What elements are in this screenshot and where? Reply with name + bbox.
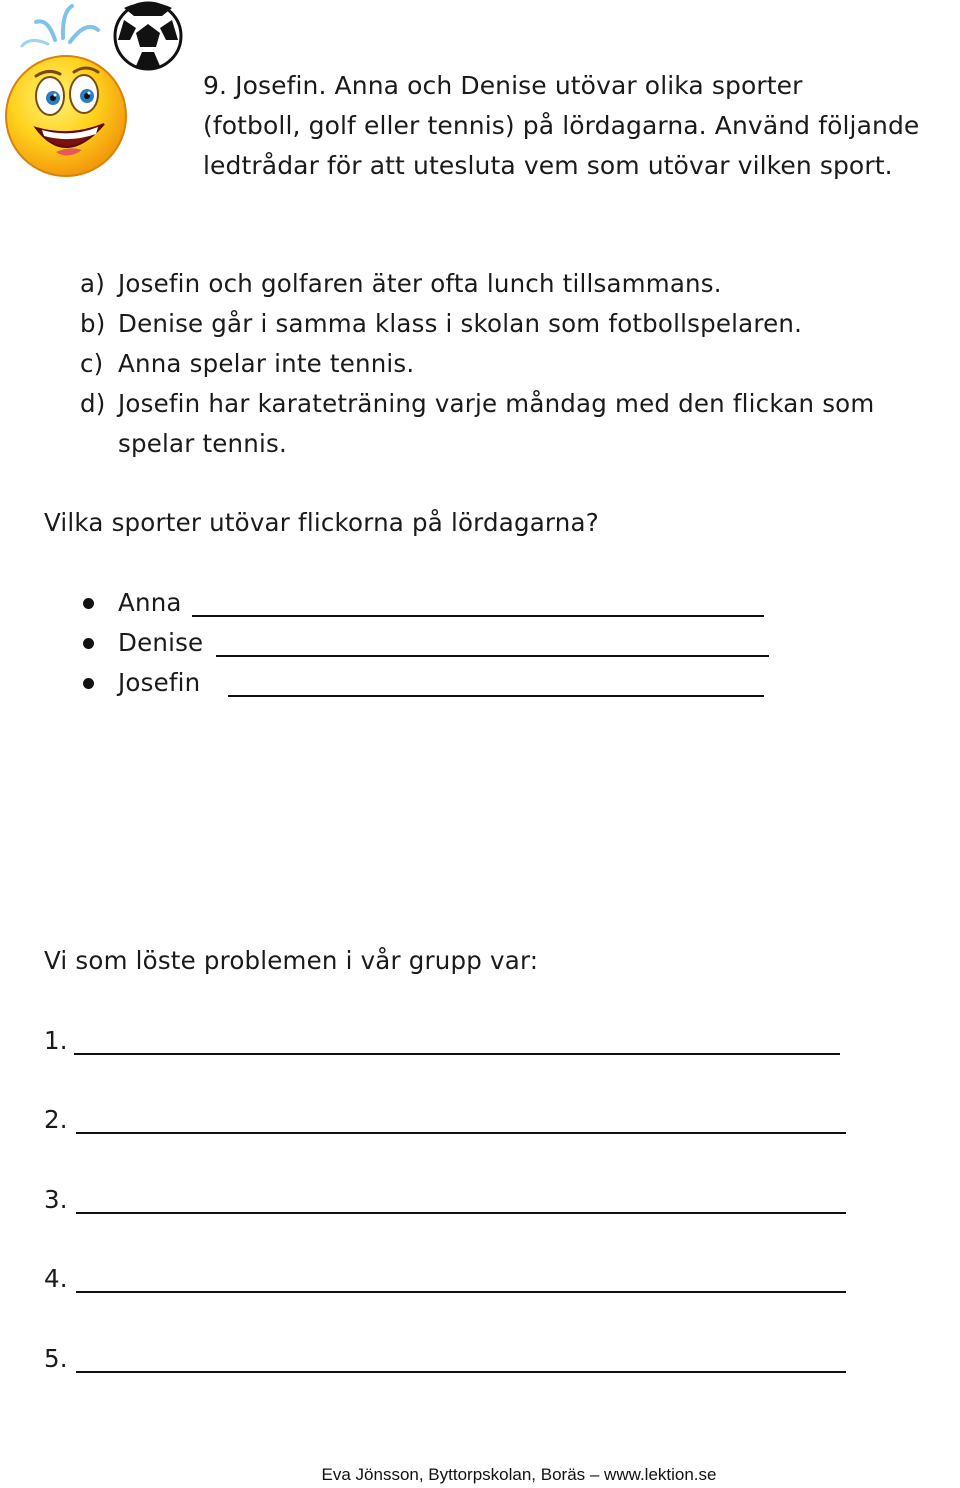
- clue-text: Josefin och golfaren äter ofta lunch tillsammans.: [118, 269, 722, 298]
- bullet-icon: [83, 678, 94, 689]
- member-number: 5.: [44, 1344, 68, 1373]
- clue-text: Josefin har karateträning varje måndag med den flickan som: [118, 389, 875, 418]
- bullet-icon: [83, 598, 94, 609]
- answer-list: [80, 583, 204, 703]
- member-number: 3.: [44, 1185, 68, 1214]
- answer-blank-line[interactable]: [192, 615, 764, 617]
- footer-credit: Eva Jönsson, Byttorpskolan, Boräs – www.lektion.se: [321, 1465, 717, 1484]
- group-title: Vi som löste problemen i vår grupp var:: [44, 946, 539, 975]
- intro-paragraph: [203, 66, 960, 186]
- member-blank-line[interactable]: [76, 1132, 846, 1134]
- answer-name: Anna: [118, 588, 182, 617]
- clue-item: [80, 344, 960, 384]
- answer-row-anna: [80, 583, 182, 623]
- question-text: Vilka sporter utövar flickorna på lördagarna?: [44, 508, 599, 537]
- answer-blank-line[interactable]: [216, 655, 769, 657]
- intro-line: (fotboll, golf eller tennis) på lördagarna. Använd följande: [203, 111, 920, 140]
- clue-text: Denise går i samma klass i skolan som fotbollspelaren.: [118, 309, 803, 338]
- clue-text: Anna spelar inte tennis.: [118, 349, 415, 378]
- bullet-icon: [83, 638, 94, 649]
- member-blank-line[interactable]: [76, 1291, 846, 1293]
- smiley-soccer-icon: [0, 0, 200, 200]
- clue-item: [80, 384, 960, 464]
- answer-row-josefin: [80, 663, 201, 703]
- member-number: 1.: [44, 1026, 68, 1055]
- clue-letter: c): [80, 349, 104, 378]
- clue-list: [80, 264, 960, 464]
- member-blank-line[interactable]: [76, 1371, 846, 1373]
- clue-letter: a): [80, 269, 105, 298]
- answer-blank-line[interactable]: [228, 695, 764, 697]
- member-blank-line[interactable]: [76, 1212, 846, 1214]
- clue-item: [80, 264, 960, 304]
- clue-letter: b): [80, 309, 106, 338]
- intro-line: ledtrådar för att utesluta vem som utövar vilken sport.: [203, 151, 893, 180]
- clue-letter: d): [80, 389, 106, 418]
- intro-line: 9. Josefin. Anna och Denise utövar olika sporter: [203, 71, 803, 100]
- answer-row-denise: [80, 623, 204, 663]
- clue-item: [80, 304, 960, 344]
- member-number: 2.: [44, 1105, 68, 1134]
- answer-name: Josefin: [118, 668, 201, 697]
- member-blank-line[interactable]: [74, 1053, 840, 1055]
- member-number: 4.: [44, 1264, 68, 1293]
- clue-text-continued: spelar tennis.: [118, 429, 287, 458]
- answer-name: Denise: [118, 628, 204, 657]
